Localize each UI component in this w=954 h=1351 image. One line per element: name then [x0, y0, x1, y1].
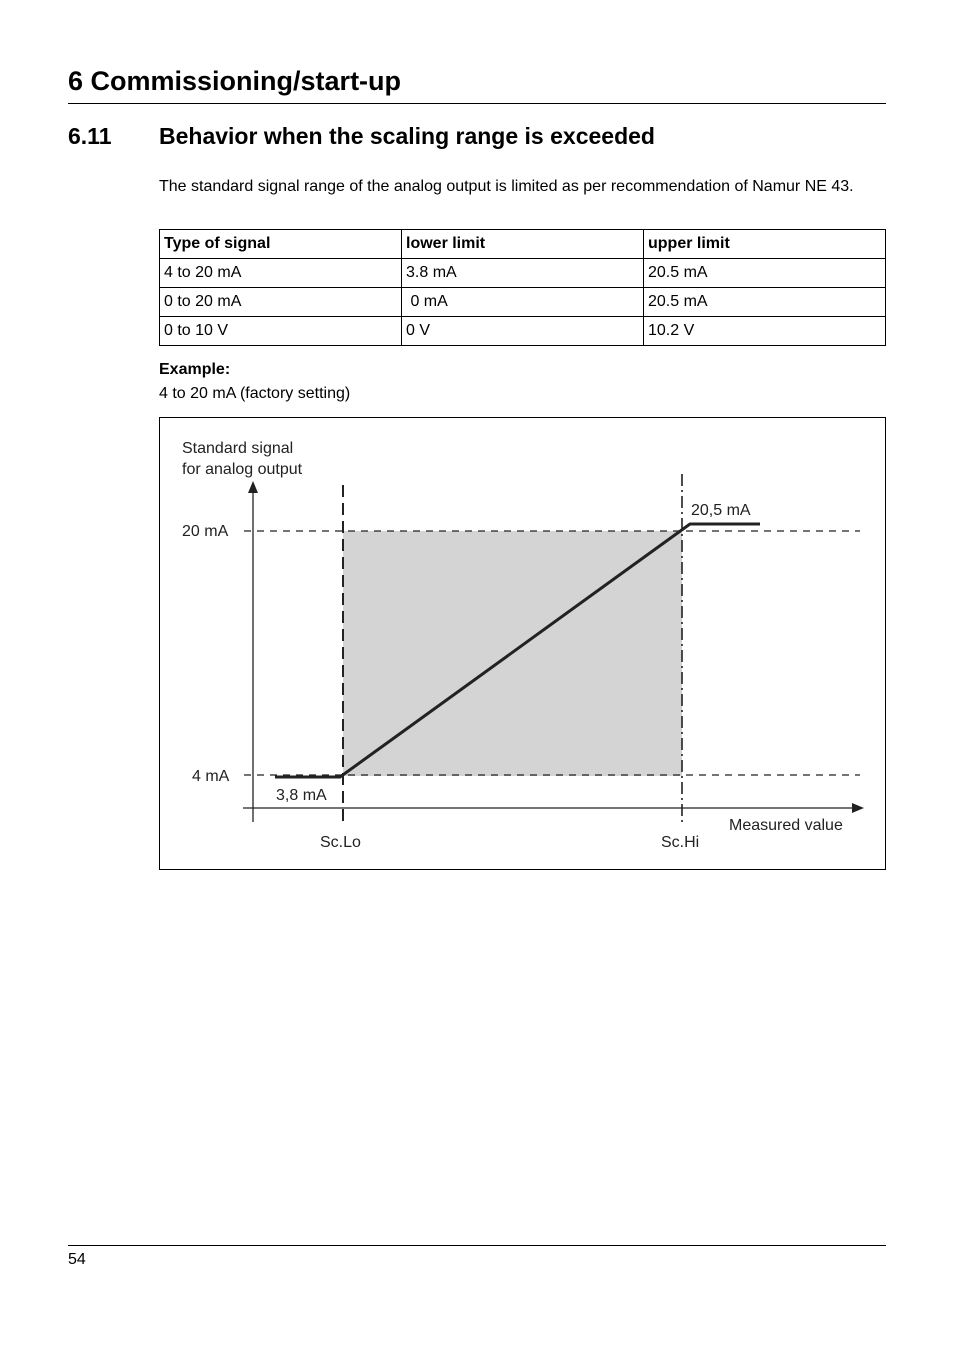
table-header: lower limit: [402, 230, 644, 259]
intro-paragraph: The standard signal range of the analog output is limited as per recommendation of Namur NE 43.: [159, 178, 854, 195]
table-header-row: [160, 230, 886, 259]
scaling-diagram-svg: [160, 418, 885, 869]
table-cell: 0 to 20 mA: [160, 288, 402, 317]
y-axis-label-line2: for analog output: [182, 461, 303, 478]
label-upper-limit: 20,5 mA: [691, 502, 751, 519]
section-number: 6.11: [68, 123, 112, 149]
label-schi: Sc.Hi: [661, 834, 700, 851]
label-lower-limit: 3,8 mA: [276, 787, 327, 804]
example-label: Example:: [159, 361, 231, 378]
table-cell: 3.8 mA: [402, 259, 644, 288]
table-cell: 0 mA: [402, 288, 644, 317]
table-cell: 20.5 mA: [644, 288, 886, 317]
y-axis-arrow-icon: [248, 481, 258, 493]
table-cell: 0 to 10 V: [160, 317, 402, 346]
table-cell: 20.5 mA: [644, 259, 886, 288]
footer-divider: [68, 1245, 886, 1246]
table-row: [160, 288, 886, 317]
table-cell: 10.2 V: [644, 317, 886, 346]
page-number: 54: [68, 1251, 86, 1268]
label-20ma: 20 mA: [182, 523, 229, 540]
table-row: [160, 317, 886, 346]
table-cell: 4 to 20 mA: [160, 259, 402, 288]
signal-limits-table: [159, 229, 886, 346]
table-row: [160, 259, 886, 288]
x-axis-arrow-icon: [852, 803, 864, 813]
chapter-title: 6 Commissioning/start-up: [68, 66, 402, 96]
table-cell: 0 V: [402, 317, 644, 346]
y-axis-label-line1: Standard signal: [182, 440, 294, 457]
table-header: upper limit: [644, 230, 886, 259]
label-sclo: Sc.Lo: [320, 834, 361, 851]
section-title: Behavior when the scaling range is exceeded: [159, 123, 655, 149]
scaling-diagram: [159, 417, 886, 870]
x-axis-label: Measured value: [729, 817, 843, 834]
label-4ma: 4 mA: [192, 768, 230, 785]
example-text: 4 to 20 mA (factory setting): [159, 385, 351, 402]
chapter-divider: [68, 103, 886, 104]
table-header: Type of signal: [160, 230, 402, 259]
